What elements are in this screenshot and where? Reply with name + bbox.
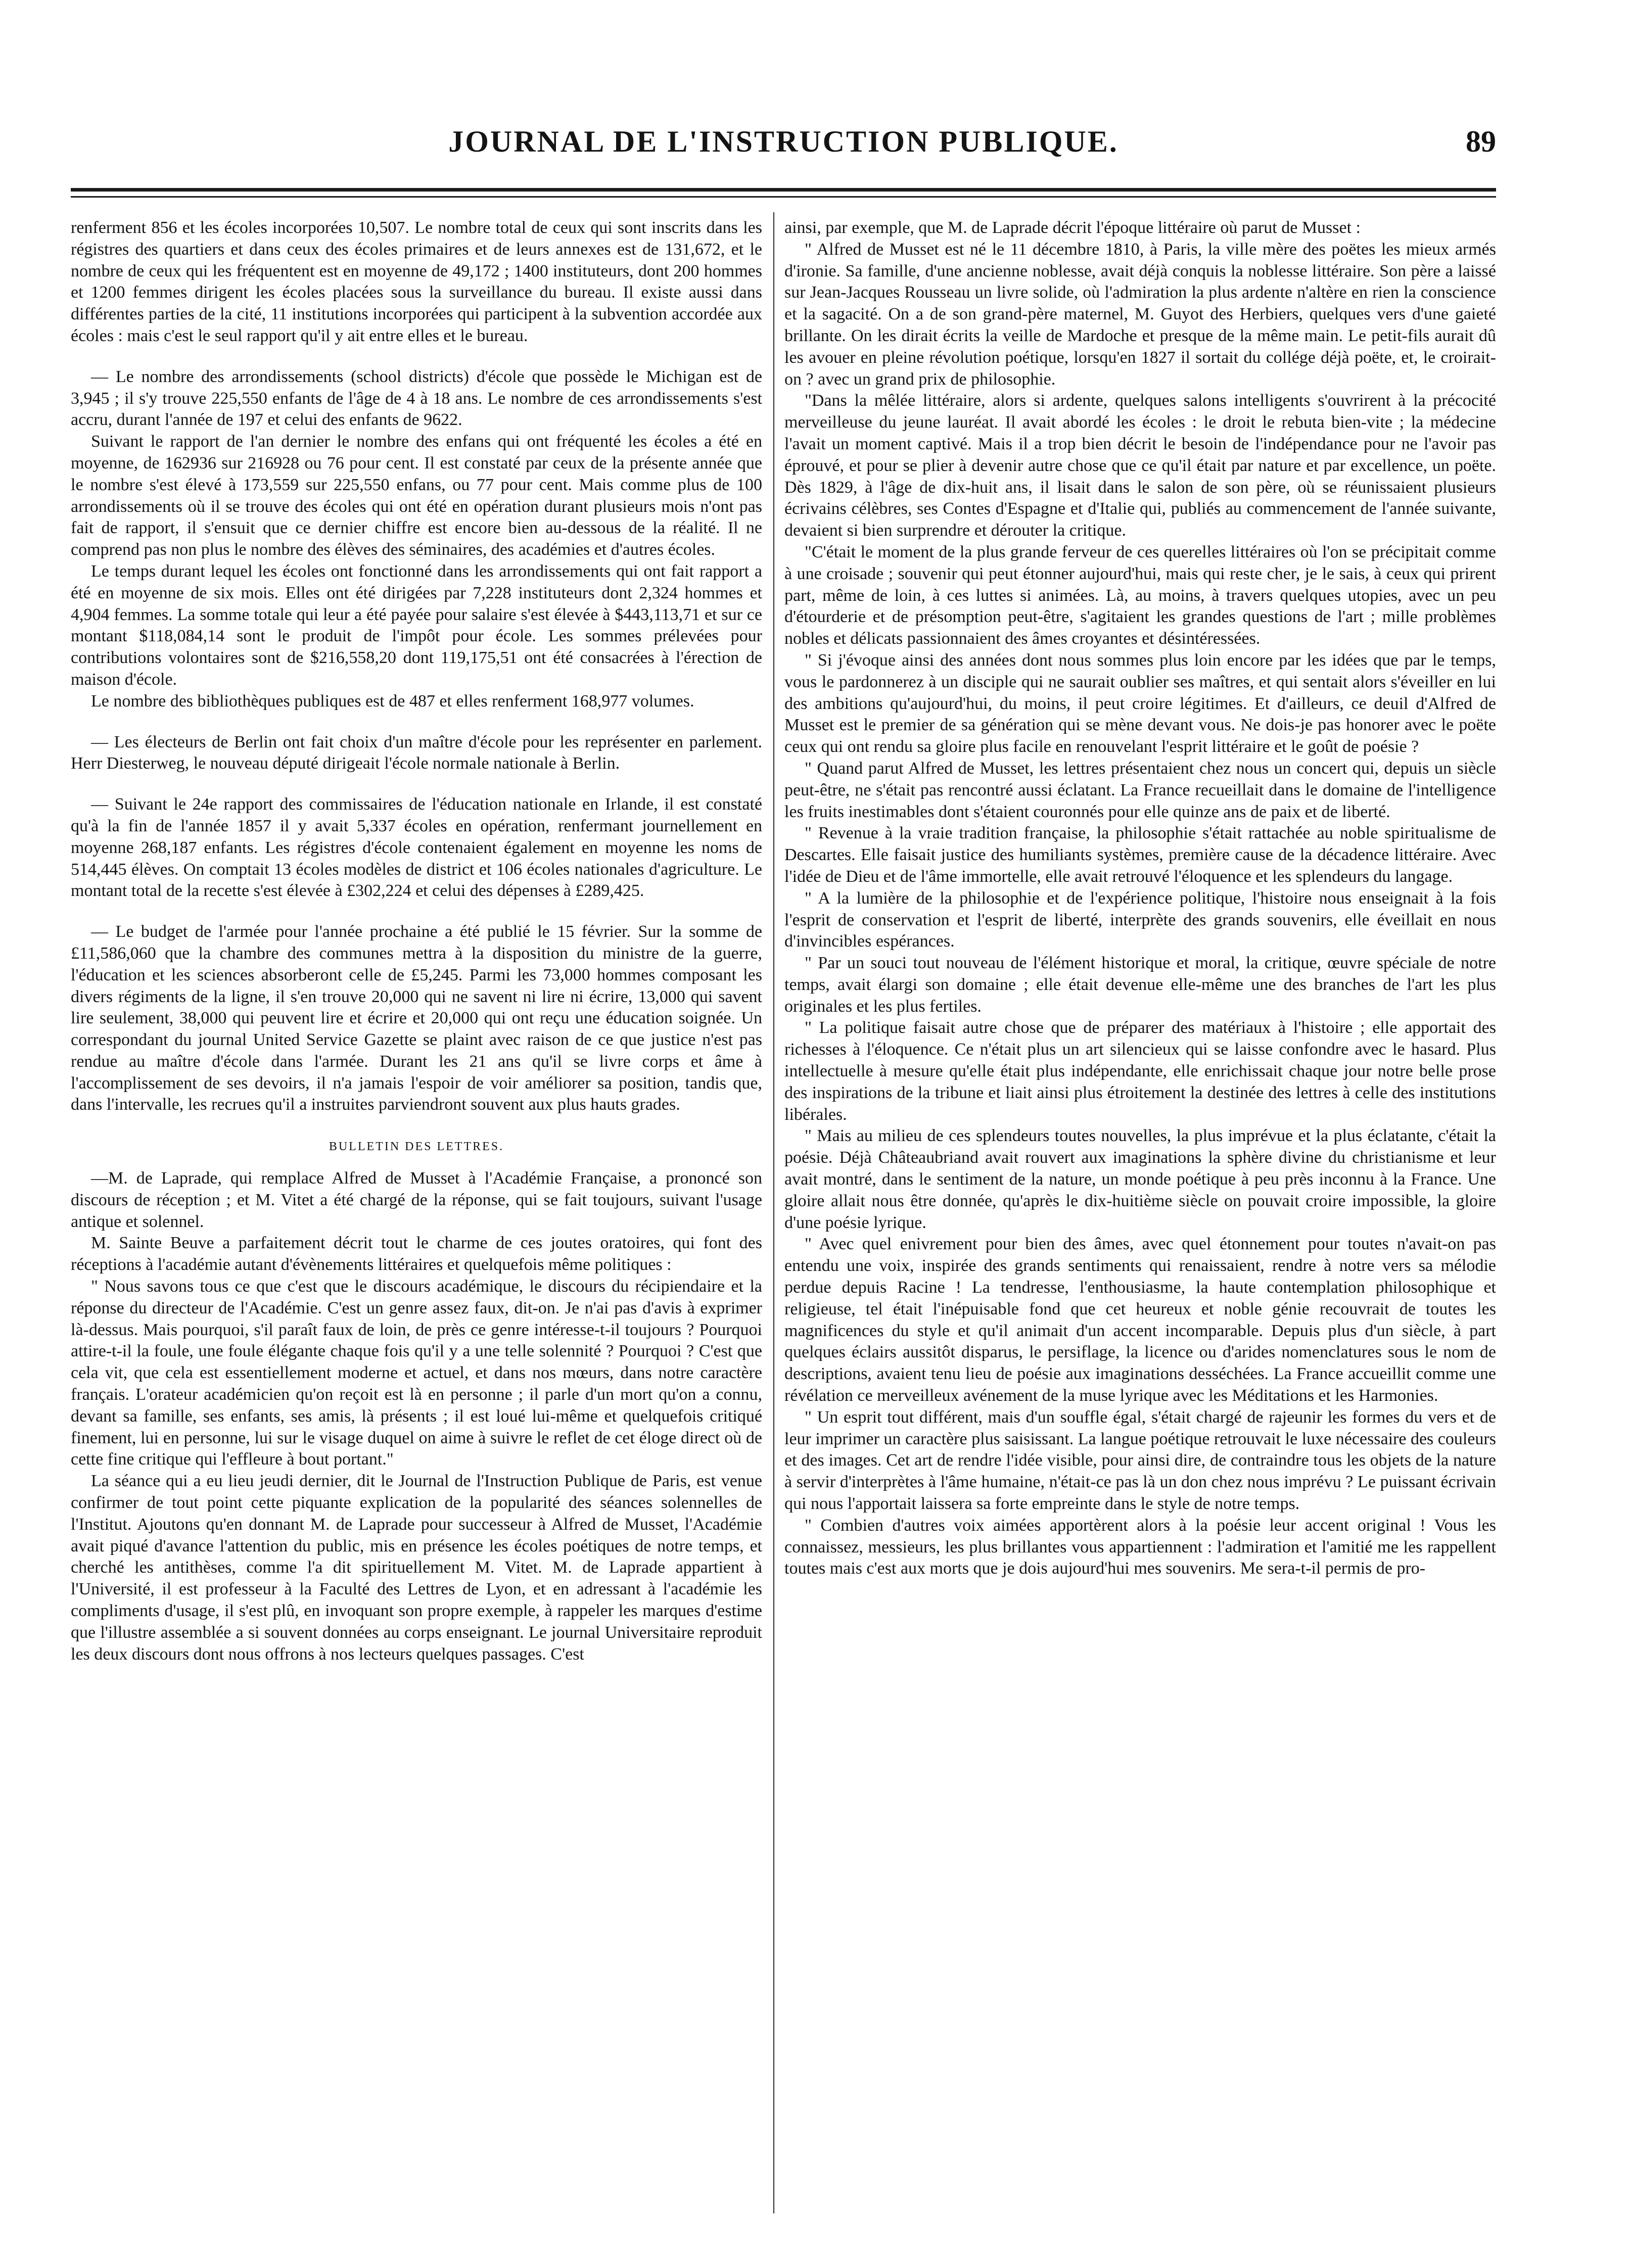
news-item-irlande: — Suivant le 24e rapport des commissaires de l'éducation nationale en Irlande, il est constaté qu'à la fin de l'année 1857 il y avait 5,337 écoles en opération, renfermant journellement en moyenne 268,187 enfants. Les régistres d'école contenaient également en moyenne les noms de 514,445 élèves. On comptait 13 écoles modèles de district et 106 écoles nationales d'agriculture. Le montant total de la recette s'est élevée à £302,224 et celui des dépenses à £289,425. xyxy=(71,795,762,901)
quotation: " Combien d'autres voix aimées apportèrent alors à la poésie leur accent original ! Vous les connaissez, messieurs, les plus brillantes vous appartiennent : l'admiration et l'amitié me les rappellent toutes mais c'est aux morts que je dois aujourd'hui mes souvenirs. Me sera-t-il permis de pro- xyxy=(784,1516,1496,1578)
left-column xyxy=(71,217,762,1665)
paragraph: renferment 856 et les écoles incorporées 10,507. Le nombre total de ceux qui sont inscrits dans les régistres des quartiers et dans ceux des écoles primaires et de leurs annexes est de 131,672, et le nombre de ceux qui les fréquentent est en moyenne de 49,172 ; 1400 instituteurs, dont 200 hommes et 1200 femmes dirigent les écoles placées sous la surveillance du bureau. Il existe aussi dans différentes parties de la cité, 11 institutions incorporées qui participent à la subvention accordée aux écoles : mais c'est le seul rapport qu'il y ait entre elles et le bureau. xyxy=(71,218,762,345)
quotation: " Revenue à la vraie tradition française, la philosophie s'était rattachée au noble spiritualisme de Descartes. Elle faisait justice des humiliants systèmes, première cause de la décadence littéraire. Avec l'idée de Dieu et de l'âme immortelle, elle avait retrouvé l'éloquence et les splendeurs du langage. xyxy=(784,824,1496,886)
quotation: "C'était le moment de la plus grande ferveur de ces querelles littéraires où l'on se précipitait comme à une croisade ; souvenir qui peut étonner aujourd'hui, mais qui reste cher, je le sais, à ceux qui prirent part, même de loin, à ces luttes si animées. Là, au moins, à travers quelques utopies, avec un peu d'étourderie et de présomption peut-être, s'agitaient les grandes questions de l'art ; mille problèmes nobles et délicats passionnaient des âmes croyantes et désintéressées. xyxy=(784,542,1496,648)
section-heading: BULLETIN DES LETTRES. xyxy=(329,1140,504,1154)
quotation: " La politique faisait autre chose que de préparer des matériaux à l'histoire ; elle apportait des richesses à l'éloquence. Ce n'était plus un art silencieux qui se laisse confondre avec le hasard. Plus intellectuelle à mesure qu'elle était plus indépendante, elle enrichissait chaque jour notre belle prose des inspirations de la tribune et liait ainsi plus étroitement la destinée des lettres à celle des institutions libérales. xyxy=(784,1018,1496,1124)
quotation: " Quand parut Alfred de Musset, les lettres présentaient chez nous un concert qui, depuis un siècle peut-être, ne s'était pas rencontré aussi éclatant. La France recueillait dans le domaine de l'intelligence les fruits inestimables dont s'étaient couronnés pour elle quinze ans de paix et de liberté. xyxy=(784,759,1496,821)
quotation: " Par un souci tout nouveau de l'élément historique et moral, la critique, œuvre spéciale de notre temps, avait élargi son domaine ; elle était devenue elle-même une des branches de l'art les plus originales et les plus fertiles. xyxy=(784,954,1496,1016)
quotation: " Mais au milieu de ces splendeurs toutes nouvelles, la plus imprévue et la plus éclatante, c'était la poésie. Déjà Châteaubriand avait rouvert aux imaginations la sphère divine du christianisme et leur avait montré, dans le sentiment de la nature, un monde poétique à peu près inconnu à la France. Une gloire allait nous être donnée, qu'après le dix-huitième siècle on pouvait croire impossible, la gloire d'une poésie lyrique. xyxy=(784,1126,1496,1232)
paragraph: La séance qui a eu lieu jeudi dernier, dit le Journal de l'Instruction Publique de Paris, est venue confirmer de tout point cette piquante explication de la popularité des séances solennelles de l'Institut. Ajoutons qu'en donnant M. de Laprade pour successeur à Alfred de Musset, l'Académie avait piqué d'avance l'attention du public, mis en présence les écoles poétiques de notre temps, et cherché les antithèses, comme l'a dit spirituellement M. Vitet. M. de Laprade appartient à l'Université, il est professeur à la Faculté des Lettres de Lyon, et en adressant à l'académie les compliments d'usage, il s'est plû, en invoquant son propre exemple, à rappeler les marques d'estime que l'illustre assemblée a si souvent données au corps enseignant. Le journal Universitaire reproduit les deux discours dont nous offrons à nos lecteurs quelques passages. C'est xyxy=(71,1472,762,1664)
page-number: 89 xyxy=(1466,125,1496,158)
paragraph: Suivant le rapport de l'an dernier le nombre des enfans qui ont fréquenté les écoles a été en moyenne, de 162936 sur 216928 ou 76 pour cent. Il est constaté par ceux de la présente année que le nombre s'est élevé à 173,559 sur 225,550 enfans, ou 77 pour cent. Mais comme plus de 100 arrondissements où il se trouve des écoles qui ont été en opération durant plusieurs mois n'ont pas fait de rapport, il s'ensuit que ce dernier chiffre est encore bien au-dessous de la réalité. Il ne comprend pas non plus le nombre des élèves des séminaires, des académies et d'autres écoles. xyxy=(71,432,762,559)
news-item-michigan: — Le nombre des arrondissements (school districts) d'école que possède le Michigan est de 3,945 ; il s'y trouve 225,550 enfants de l'âge de 4 à 18 ans. Le nombre de ces arrondissements s'est accru, durant l'année de 197 et celui des enfants de 9622. xyxy=(71,367,762,430)
paragraph: M. Sainte Beuve a parfaitement décrit tout le charme de ces joutes oratoires, qui font des réceptions à l'académie autant d'évènements littéraires et quelquefois même politiques : xyxy=(71,1234,762,1274)
paragraph: —M. de Laprade, qui remplace Alfred de Musset à l'Académie Française, a prononcé son discours de réception ; et M. Vitet a été chargé de la réponse, qui se fait toujours, suivant l'usage antique et solennel. xyxy=(71,1169,762,1231)
quotation: " Alfred de Musset est né le 11 décembre 1810, à Paris, la ville mère des poëtes les mieux armés d'ironie. Sa famille, d'une ancienne noblesse, avait déjà conquis la noblesse littéraire. Son père a laissé sur Jean-Jacques Rousseau un livre solide, où l'admiration la plus ardente n'altère en rien la conscience et la sagacité. On a de son grand-père maternel, M. Guyot des Herbiers, quelques vers d'une gaieté brillante. On les dirait écrits la veille de Mardoche et presque de la même main. Le petit-fils aurait dû les avouer en pleine révolution poétique, lorsqu'en 1827 il sortait du collége déjà poëte, et, le croirait-on ? avec un grand prix de philosophie. xyxy=(784,240,1496,389)
quotation: " Un esprit tout différent, mais d'un souffle égal, s'était chargé de rajeunir les formes du vers et de leur imprimer un caractère plus saisissant. La langue poétique retrouvait le luxe nécessaire des couleurs et des images. Cet art de rendre l'idée visible, pour ainsi dire, de contraindre tous les objets de la nature à servir d'interprètes à l'âme humaine, n'était-ce pas là un don chez nous imprévu ? Le puissant écrivain qui nous l'apportait laissera sa forte empreinte dans le style de notre temps. xyxy=(784,1407,1496,1514)
paragraph: Le temps durant lequel les écoles ont fonctionné dans les arrondissements qui ont fait rapport a été en moyenne de six mois. Elles ont été dirigées par 7,228 instituteurs dont 2,324 hommes et 4,904 femmes. La somme totale qui leur a été payée pour salaire s'est élevée à $443,113,71 et sur ce montant $118,084,14 sont le produit de l'impôt pour école. Les sommes prélevées pour contributions volontaires sont de $216,558,20 dont 119,175,51 ont été consacrées à l'érection de maison d'école. xyxy=(71,561,762,689)
page-header xyxy=(71,121,1496,172)
quotation: " Nous savons tous ce que c'est que le discours académique, le discours du récipiendaire et la réponse du directeur de l'Académie. C'est un genre assez faux, dit-on. Je n'ai pas d'avis à exprimer là-dessus. Mais pourquoi, s'il paraît faux de loin, de près ce genre intéresse-t-il toujours ? Pourquoi attire-t-il la foule, une foule élégante chaque fois qu'il y a une telle solennité ? Pourquoi ? C'est que cela vit, que cela est essentiellement moderne et actuel, et dans nos mœurs, dans notre caractère français. L'orateur académicien qu'on reçoit est là en personne ; il parle d'un mort qu'on a connu, devant sa famille, ses enfants, ses amis, là présents ; il est loué lui-même et quelquefois critiqué finement, lui en personne, lui sur le visage duquel on aime à suivre le reflet de cet éloge direct où de cette fine critique qui l'effleure à bout portant." xyxy=(71,1277,762,1469)
news-item-armee: — Le budget de l'armée pour l'année prochaine a été publié le 15 février. Sur la somme de £11,586,060 que la chambre des communes mettra à la disposition du ministre de la guerre, l'éducation et les sciences absorberont celle de £5,245. Parmi les 73,000 hommes composant les divers régiments de la ligne, il s'en trouve 20,000 qui ne savent ni lire ni écrire, 13,000 qui savent lire seulement, 38,000 qui peuvent lire et écrire et 20,000 qui ont reçu une éducation soignée. Un correspondant du journal United Service Gazette se plaint avec raison de ce que justice n'est pas rendue au maître d'école dans l'armée. Durant les 21 ans qu'il se livre corps et âme à l'accomplissement de ses devoirs, il n'a jamais l'espoir de voir améliorer sa position, tandis que, dans l'intervalle, les recrues qu'il a instruites parviendront souvent aux plus hauts grades. xyxy=(71,922,762,1114)
news-item-berlin: — Les électeurs de Berlin ont fait choix d'un maître d'école pour les représenter en parlement. Herr Diesterweg, le nouveau député dirigeait l'école normale nationale à Berlin. xyxy=(71,732,762,773)
quotation: " A la lumière de la philosophie et de l'expérience politique, l'histoire nous enseignait à la fois l'esprit de conservation et l'esprit de liberté, interprète des grands souvenirs, elle éveillait en nous d'invincibles espérances. xyxy=(784,888,1496,951)
journal-title: JOURNAL DE L'INSTRUCTION PUBLIQUE. xyxy=(448,125,1119,158)
paragraph: Le nombre des bibliothèques publiques est de 487 et elles renferment 168,977 volumes. xyxy=(91,691,694,711)
header-rule-thin xyxy=(71,196,1496,198)
column-divider xyxy=(773,212,774,2213)
right-column xyxy=(784,217,1496,1580)
quotation: "Dans la mêlée littéraire, alors si ardente, quelques salons intelligents s'ouvrirent à la précocité merveilleuse du jeune lauréat. Il avait abordé les écoles : le droit le rebuta bien-vite ; la médecine l'avait un moment captivé. Mais il a trop bien décrit le besoin de l'indépendance pour ne l'avoir pas éprouvé, et pour se plier à devenir autre chose que ce qu'il était par nature et par excellence, un poëte. Dès 1829, à l'âge de dix-huit ans, il lisait dans le salon de son père, où se réunissaient plusieurs écrivains célèbres, ses Contes d'Espagne et d'Italie qui, publiés au commencement de l'année suivante, devaient si bien surprendre et dérouter la critique. xyxy=(784,391,1496,540)
header-rule-thick xyxy=(71,188,1496,192)
quotation: " Avec quel enivrement pour bien des âmes, avec quel étonnement pour toutes n'avait-on pas entendu une voix, inspirée des grands sentiments qui renaissaient, rendre à notre vers sa mélodie perdue depuis Racine ! La tendresse, l'enthousiasme, la haute contemplation philosophique et religieuse, tel était l'inépuisable fond que cet heureux et noble génie recouvrait de toutes les magnificences du style et qu'il animait d'un accent incomparable. Depuis plus d'un siècle, à part quelques éclairs aussitôt disparus, le persiflage, la licence ou d'arides nomenclatures sous le nom de descriptions, avaient tenu lieu de poésie aux imaginations desséchées. La France accueillit comme une révélation ce merveilleux avénement de la muse lyrique avec les Méditations et les Harmonies. xyxy=(784,1235,1496,1405)
paragraph: ainsi, par exemple, que M. de Laprade décrit l'époque littéraire où parut de Musset : xyxy=(784,218,1361,237)
quotation: " Si j'évoque ainsi des années dont nous sommes plus loin encore par les idées que par le temps, vous le pardonnerez à un disciple qui ne saurait oublier ses maîtres, et qui sentait alors s'éveiller en lui des ambitions qu'aujourd'hui, du moins, il peut croire légitimes. Et d'ailleurs, ce deuil d'Alfred de Musset est le premier de sa génération qui se mène devant vous. Ne dois-je pas honorer avec le poëte ceux qui ont rendu sa gloire plus facile en renouvelant l'esprit littéraire et le goût de poésie ? xyxy=(784,650,1496,757)
